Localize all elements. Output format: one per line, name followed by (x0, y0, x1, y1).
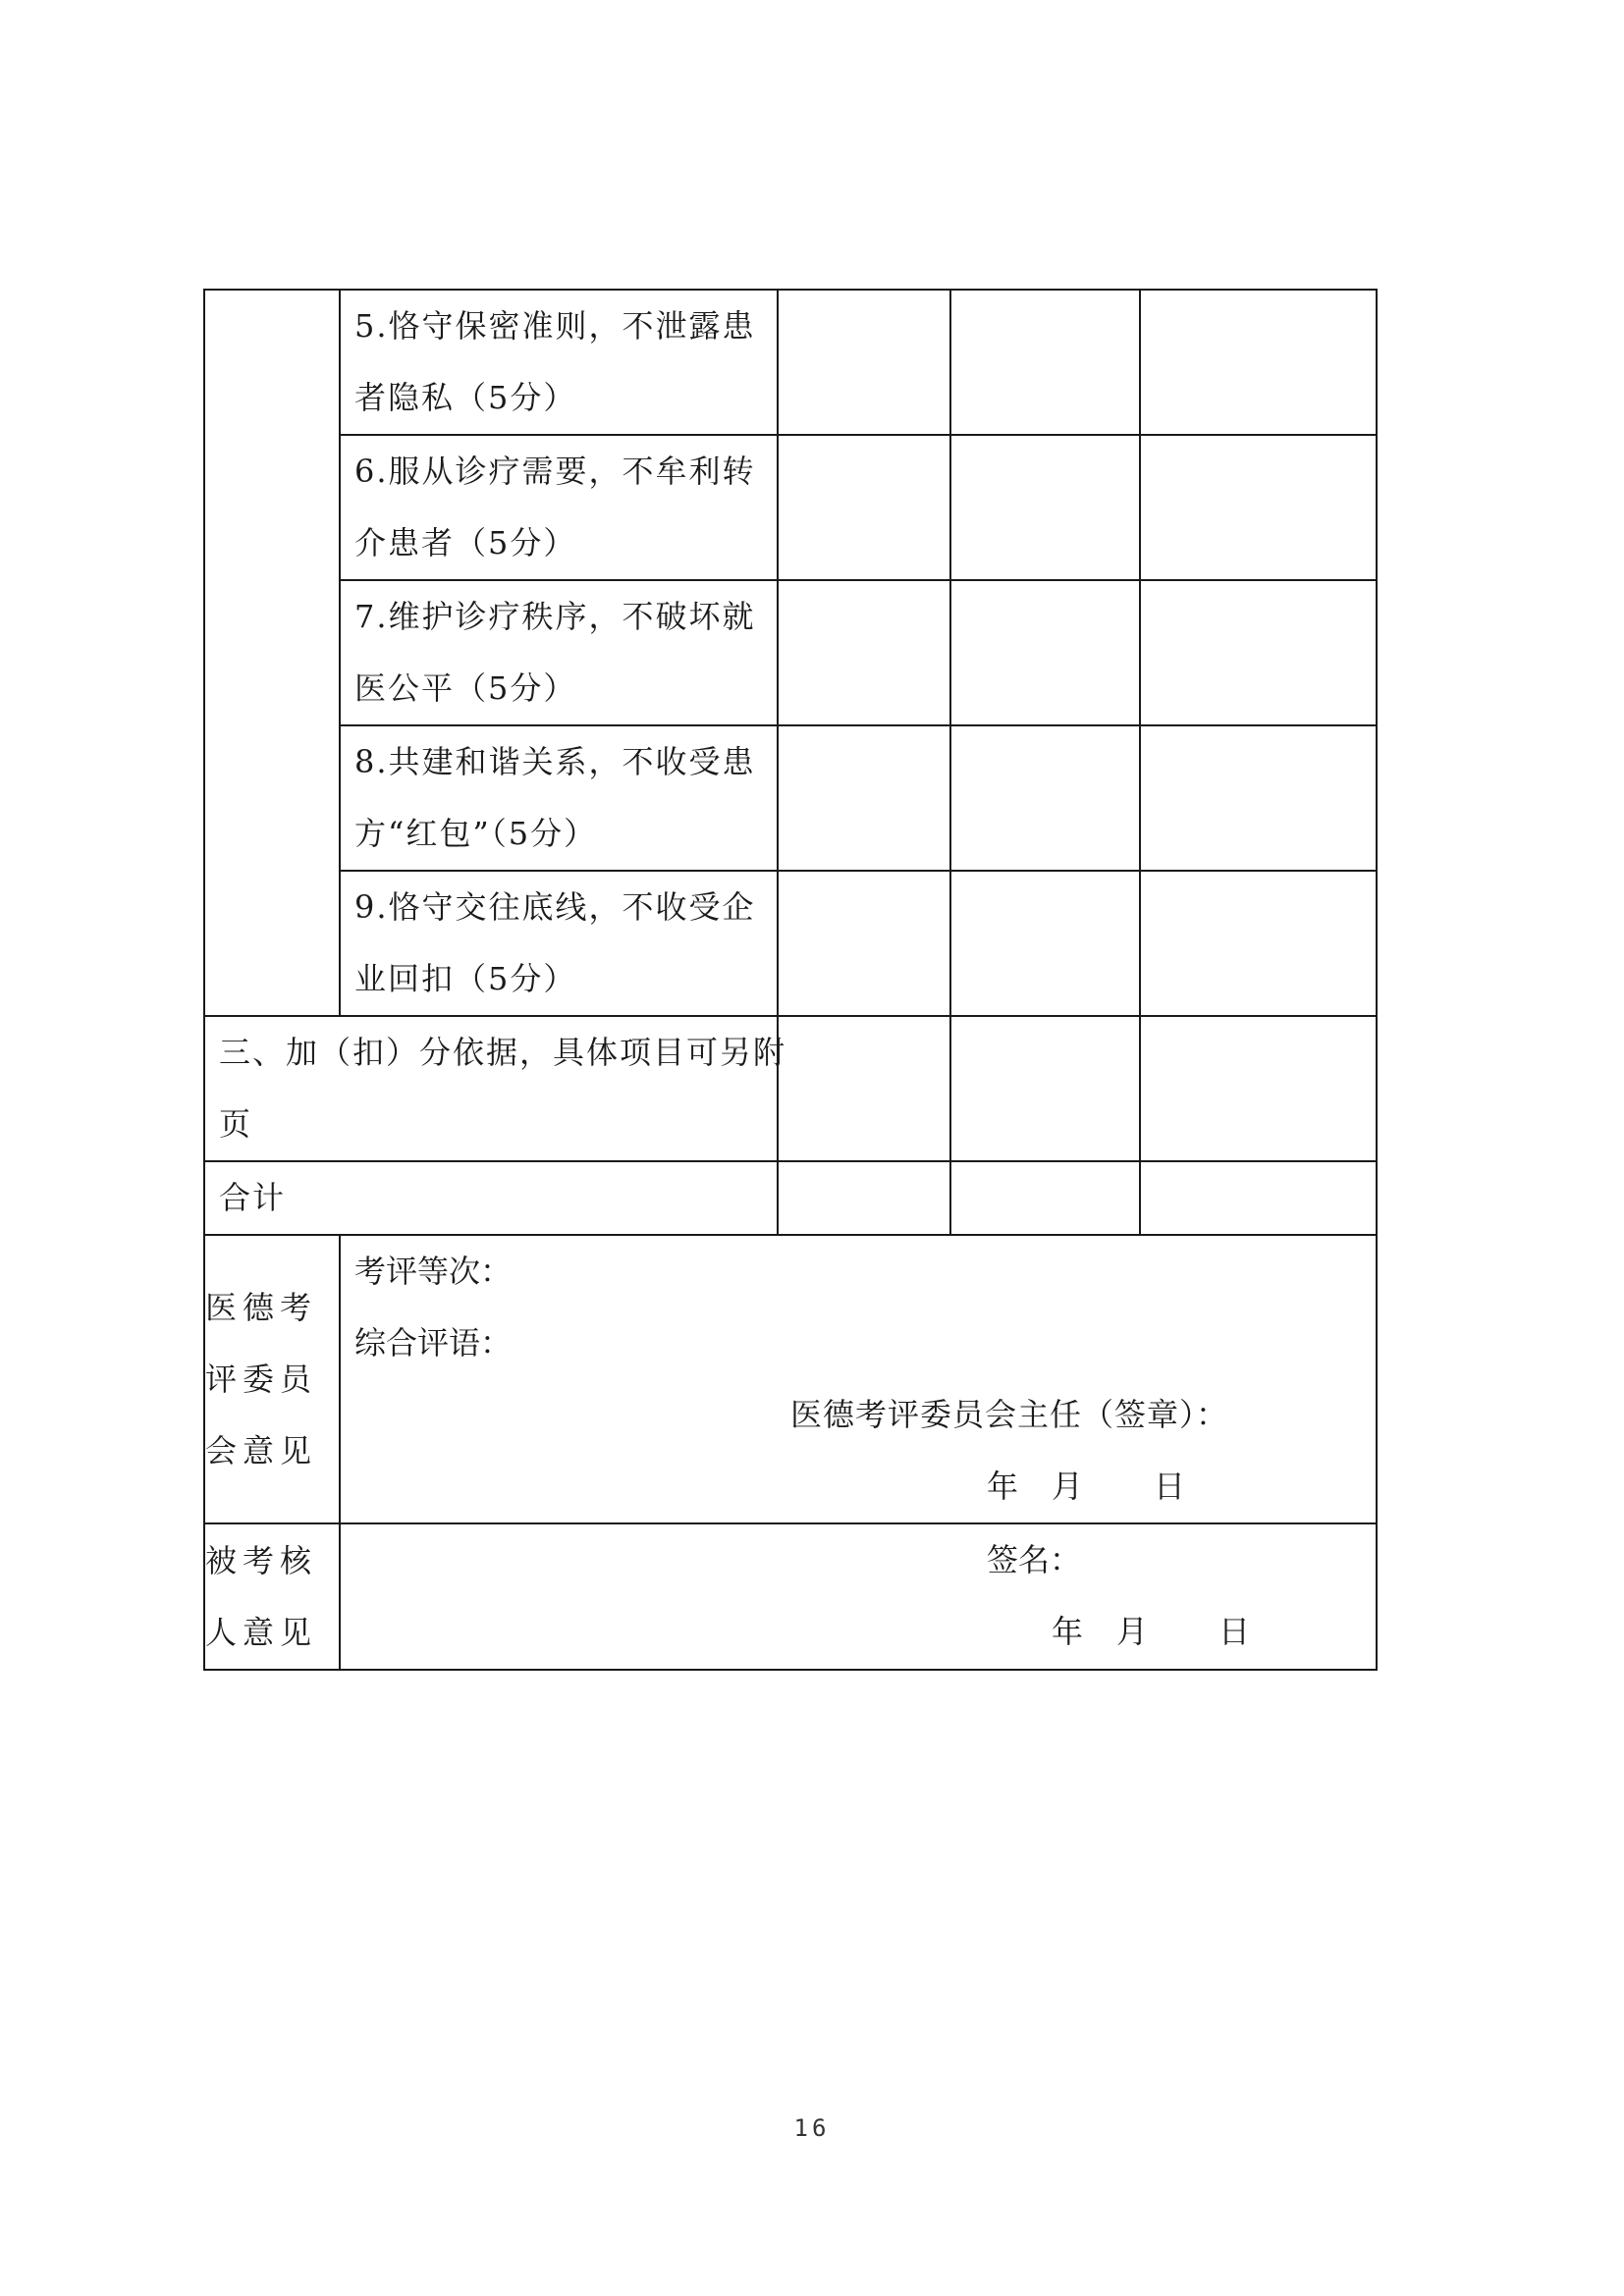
score-cell[interactable] (1140, 290, 1377, 435)
item-text: 9.恪守交往底线，不收受企 (354, 888, 756, 926)
score-cell[interactable] (950, 1016, 1140, 1161)
score-cell[interactable] (778, 1161, 950, 1235)
examinee-date-year: 年 (1052, 1613, 1084, 1650)
examinee-opinion-cell[interactable] (340, 1523, 1377, 1670)
examinee-date-day: 日 (1218, 1613, 1251, 1650)
score-cell[interactable] (778, 580, 950, 725)
page-number: 16 (793, 2114, 831, 2142)
item-text: 6.服从诊疗需要，不牟利转 (354, 453, 756, 490)
score-cell[interactable] (778, 725, 950, 871)
score-cell[interactable] (1140, 1016, 1377, 1161)
table-row (204, 725, 1377, 871)
committee-label: 医德考 评委员 会意见 (204, 1235, 340, 1523)
score-cell[interactable] (950, 725, 1140, 871)
table-row (204, 1016, 1377, 1161)
bonus-text: 三、加（扣）分依据，具体项目可另附 (219, 1034, 787, 1071)
score-cell[interactable] (1140, 871, 1377, 1016)
item-text: 业回扣（5分） (354, 960, 577, 997)
evaluation-table (203, 289, 1378, 1671)
committee-date-year: 年 (987, 1468, 1019, 1505)
score-cell[interactable] (778, 871, 950, 1016)
score-cell[interactable] (1140, 1161, 1377, 1235)
committee-opinion-cell[interactable] (340, 1235, 1377, 1523)
committee-signature-label: 医德考评委员会主任（签章）： (790, 1396, 1229, 1433)
examinee-signature-label: 签名： (987, 1541, 1082, 1578)
score-cell[interactable] (778, 435, 950, 580)
table-row (204, 871, 1377, 1016)
score-cell[interactable] (1140, 435, 1377, 580)
score-cell[interactable] (950, 580, 1140, 725)
examinee-date-month: 月 (1116, 1613, 1149, 1650)
item-cell (340, 580, 778, 725)
item-text: 介患者（5分） (354, 524, 577, 561)
score-cell[interactable] (1140, 580, 1377, 725)
item-text: 者隐私（5分） (354, 379, 577, 416)
table-row (204, 290, 1377, 435)
score-cell[interactable] (950, 1161, 1140, 1235)
bonus-cell (204, 1016, 787, 1161)
committee-date-day: 日 (1154, 1468, 1186, 1505)
table-row (204, 1161, 1377, 1235)
committee-date-month: 月 (1052, 1468, 1084, 1505)
examinee-label: 被考核 人意见 (204, 1523, 340, 1670)
score-cell[interactable] (950, 290, 1140, 435)
total-label: 合计 (219, 1179, 287, 1216)
score-cell[interactable] (950, 435, 1140, 580)
item-cell (340, 725, 778, 871)
score-cell[interactable] (778, 290, 950, 435)
table-row (204, 1235, 1377, 1523)
bonus-text: 页 (219, 1105, 253, 1143)
table-row (204, 580, 1377, 725)
item-text: 方“红包”（5分） (354, 815, 598, 852)
grade-label: 考评等次： (354, 1253, 513, 1290)
item-text: 8.共建和谐关系，不收受患 (354, 743, 756, 780)
category-cell (204, 290, 340, 1016)
score-cell[interactable] (778, 1016, 950, 1161)
item-text: 7.维护诊疗秩序，不破坏就 (354, 598, 756, 635)
item-cell (340, 290, 778, 435)
item-cell (340, 435, 778, 580)
score-cell[interactable] (1140, 725, 1377, 871)
item-text: 医公平（5分） (354, 669, 577, 707)
total-cell (204, 1161, 778, 1235)
score-cell[interactable] (950, 871, 1140, 1016)
item-cell (340, 871, 778, 1016)
item-text: 5.恪守保密准则，不泄露患 (354, 307, 756, 345)
table-row (204, 1523, 1377, 1670)
table-row (204, 435, 1377, 580)
comment-label: 综合评语： (354, 1324, 513, 1362)
